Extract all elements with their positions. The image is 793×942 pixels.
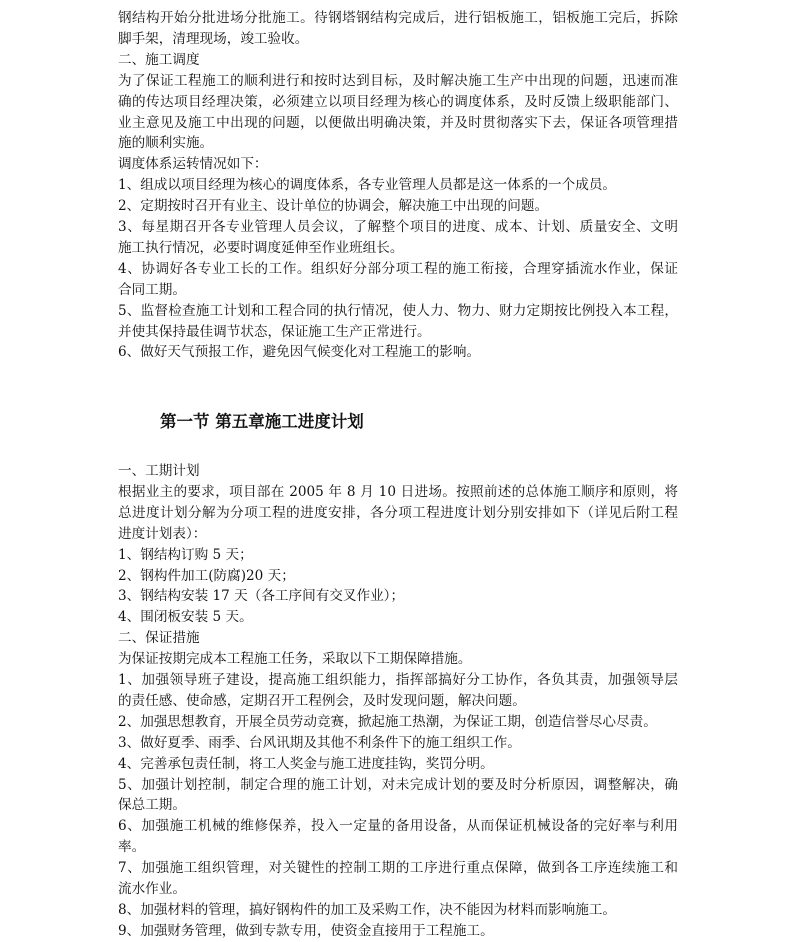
text-line: 8、加强材料的管理，搞好钢构件的加工及采购工作，决不能因为材料而影响施工。: [118, 901, 617, 918]
text-line: 合同工期。: [118, 281, 186, 298]
text-line: 为保证按期完成本工程施工任务，采取以下工期保障措施。: [118, 651, 472, 668]
text-line: 二、保证措施: [118, 630, 200, 647]
text-line: 总进度计划分解为分项工程的进度安排，各分项工程进度计划分别安排如下（详见后附工程: [118, 504, 678, 521]
text-line: 4、协调好各专业工长的工作。组织好分部分项工程的施工衔接，合理穿插流水作业，保证: [118, 260, 678, 277]
text-line: 3、每星期召开各专业管理人员会议，了解整个项目的进度、成本、计划、质量安全、文明: [118, 219, 678, 235]
chapter-heading: 第一节 第五章施工进度计划: [160, 412, 364, 431]
text-line: 9、加强财务管理，做到专款专用，使资金直接用于工程施工。: [118, 922, 494, 939]
text-line: 率。: [118, 839, 146, 856]
text-line: 7、加强施工组织管理，对关键性的控制工期的工序进行重点保障，做到各工序连续施工和: [118, 860, 678, 877]
text-line: 确的传达项目经理决策，必须建立以项目经理为核心的调度体系，及时反馈上级职能部门、: [118, 93, 678, 110]
text-line: 1、组成以项目经理为核心的调度体系，各专业管理人员都是这一体系的一个成员。: [118, 177, 617, 194]
text-line: 流水作业。: [118, 881, 186, 897]
text-line: 脚手架，清理现场，竣工验收。: [118, 30, 309, 47]
text-line: 的责任感、使命感，定期召开工程例会，及时发现问题，解决问题。: [118, 692, 526, 709]
text-line: 2、定期按时召开有业主、设计单位的协调会，解决施工中出现的问题。: [118, 198, 549, 215]
text-line: 一、工期计划: [118, 463, 200, 479]
text-line: 施工执行情况，必要时调度延伸至作业班组长。: [118, 239, 404, 256]
text-line: 6、加强施工机械的维修保养，投入一定量的备用设备，从而保证机械设备的完好率与利用: [118, 818, 678, 835]
text-line: 6、做好天气预报工作，避免因气候变化对工程施工的影响。: [118, 344, 481, 361]
text-line: 1、钢结构订购 5 天；: [118, 546, 253, 563]
text-line: 施的顺利实施。: [118, 135, 214, 152]
text-line: 4、完善承包责任制，将工人奖金与施工进度挂钩，奖罚分明。: [118, 755, 494, 772]
text-line: 进度计划表）：: [118, 525, 207, 542]
text-line: 5、加强计划控制，制定合理的施工计划，对未完成计划的要及时分析原因，调整解决，确: [118, 776, 678, 793]
text-line: 4、围闭板安装 5 天。: [118, 609, 253, 626]
text-line: 根据业主的要求，项目部在 2005 年 8 月 10 日进场。按照前述的总体施工顺序和原则，将: [118, 483, 678, 500]
text-line: 并使其保持最佳调节状态，保证施工生产正常进行。: [118, 323, 431, 340]
text-line: 业主意见及施工中出现的问题，以便做出明确决策，并及时贯彻落实下去，保证各项管理措: [118, 114, 678, 131]
text-line: 3、做好夏季、雨季、台风讯期及其他不利条件下的施工组织工作。: [118, 734, 521, 751]
text-line: 钢结构开始分批进场分批施工。待钢塔钢结构完成后，进行铝板施工，铝板施工完后，拆除: [118, 10, 678, 26]
text-line: 2、加强思想教育，开展全员劳动竞赛，掀起施工热潮，为保证工期，创造信誉尽心尽责。: [118, 713, 657, 730]
text-line: 5、监督检查施工计划和工程合同的执行情况，使人力、物力、财力定期按比例投入本工程，: [118, 302, 678, 319]
text-line: 调度体系运转情况如下：: [118, 156, 268, 173]
text-line: 2、钢构件加工(防腐)20 天；: [118, 567, 295, 584]
text-line: 3、钢结构安装 17 天（各工序间有交叉作业）；: [118, 588, 405, 605]
text-line: 保总工期。: [118, 797, 186, 814]
text-line: 二、施工调度: [118, 51, 200, 68]
text-line: 1、加强领导班子建设，提高施工组织能力，指挥部搞好分工协作，各负其责，加强领导层: [118, 672, 678, 688]
text-line: 为了保证工程施工的顺利进行和按时达到目标，及时解决施工生产中出现的问题，迅速而准: [118, 72, 678, 89]
